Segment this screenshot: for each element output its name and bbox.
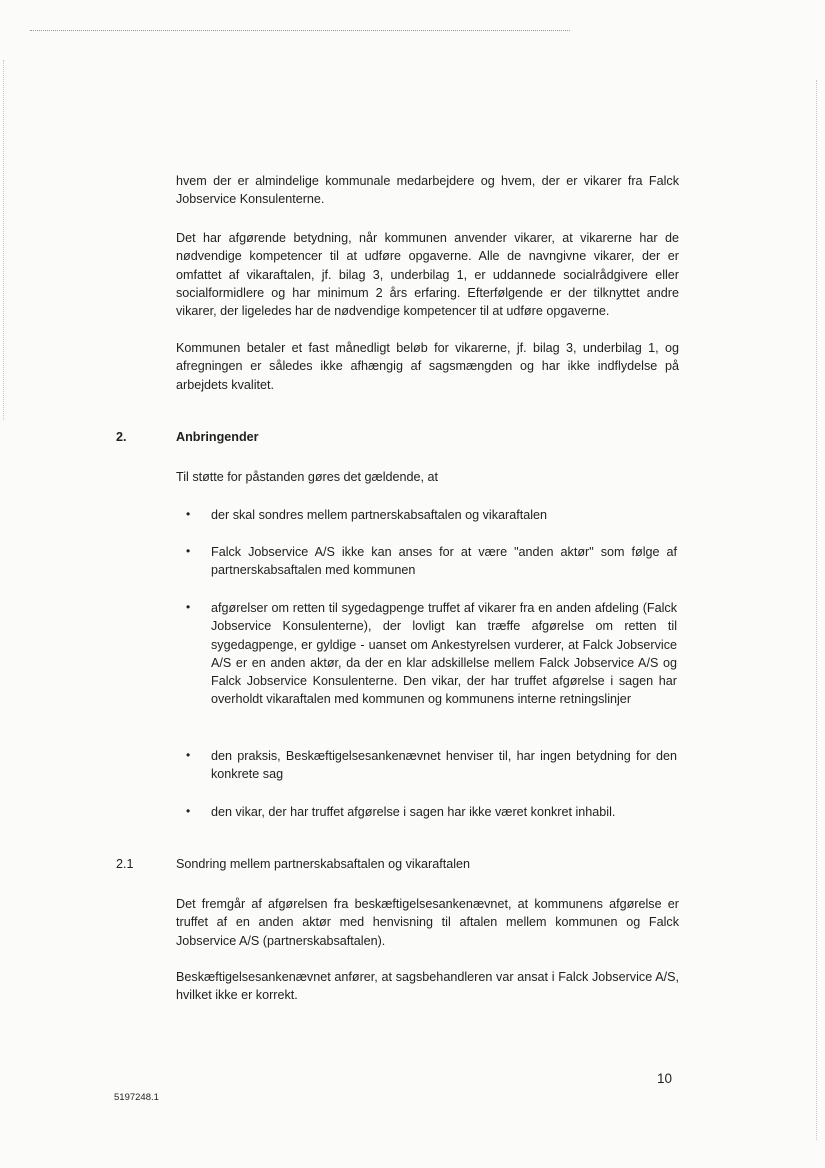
section-title: Anbringender: [176, 430, 259, 444]
bullet-glyph: •: [186, 748, 191, 762]
bullet-item: den vikar, der har truffet afgørelse i sagen har ikke været konkret inhabil.: [211, 805, 616, 819]
scan-artifact-edge-left: [3, 60, 4, 420]
section-intro: Til støtte for påstanden gøres det gældende, at: [176, 470, 439, 484]
document-id: 5197248.1: [114, 1092, 159, 1103]
paragraph-continuation: hvem der er almindelige kommunale medarbejdere og hvem, der er vikarer fra Falck Jobservice Konsulenterne.: [176, 174, 679, 207]
scan-artifact-edge-right: [816, 80, 817, 1140]
subsection-title: Sondring mellem partnerskabsaftalen og vikaraftalen: [176, 857, 471, 871]
bullet-glyph: •: [186, 544, 191, 558]
bullet-item: Falck Jobservice A/S ikke kan anses for at være "anden aktør" som følge af partnerskabsaftalen med kommunen: [211, 545, 677, 578]
paragraph-competences: Det har afgørende betydning, når kommunen anvender vikarer, at vikarerne har de nødvendige kompetencer til at udføre opgaverne. Alle de navngivne vikarer, der er omfattet af vikaraftalen, jf. bilag 3, underbilag 1, er uddannede socialrådgivere eller socialformidlere og har minimum 2 års erfaring. Efterfølgende er der tilknyttet andre vikarer, der ligeledes har de nødvendige kompetencer til at udføre opgaverne.: [176, 231, 679, 319]
page-number: 10: [657, 1071, 673, 1086]
scan-artifact-line: [30, 30, 570, 31]
bullet-item: den praksis, Beskæftigelsesankenævnet henviser til, har ingen betydning for den konkrete sag: [211, 749, 677, 782]
bullet-glyph: •: [186, 804, 191, 818]
subsection-paragraph: Beskæftigelsesankenævnet anfører, at sagsbehandleren var ansat i Falck Jobservice A/S, hvilket ikke er korrekt.: [176, 970, 679, 1003]
paragraph-payment: Kommunen betaler et fast månedligt beløb for vikarerne, jf. bilag 3, underbilag 1, og afregningen er således ikke afhængig af sagsmængden og har ikke indflydelse på arbejdets kvalitet.: [176, 341, 679, 392]
section-number: 2.: [116, 430, 127, 444]
bullet-item: der skal sondres mellem partnerskabsaftalen og vikaraftalen: [211, 508, 548, 522]
bullet-item: afgørelser om retten til sygedagpenge truffet af vikarer fra en anden afdeling (Falck Jobservice Konsulenterne), der lovligt kan træffe afgørelse om retten til sygedagpenge, er gyldige - uanset om Ankestyrelsen vurderer, at Falck Jobservice A/S er en anden aktør, da der en klar adskillelse mellem Falck Jobservice A/S og Falck Jobservice Konsulenterne. Den vikar, der har truffet afgørelse i sagen har overholdt vikaraftalen med kommunen og kommunens interne retningslinjer: [211, 601, 677, 707]
bullet-glyph: •: [186, 507, 191, 521]
subsection-paragraph: Det fremgår af afgørelsen fra beskæftigelsesankenævnet, at kommunens afgørelse er truffet af en anden aktør med henvisning til aftalen mellem kommunen og Falck Jobservice A/S (partnerskabsaftalen).: [176, 897, 679, 948]
subsection-number: 2.1: [116, 857, 134, 871]
bullet-glyph: •: [186, 600, 191, 614]
